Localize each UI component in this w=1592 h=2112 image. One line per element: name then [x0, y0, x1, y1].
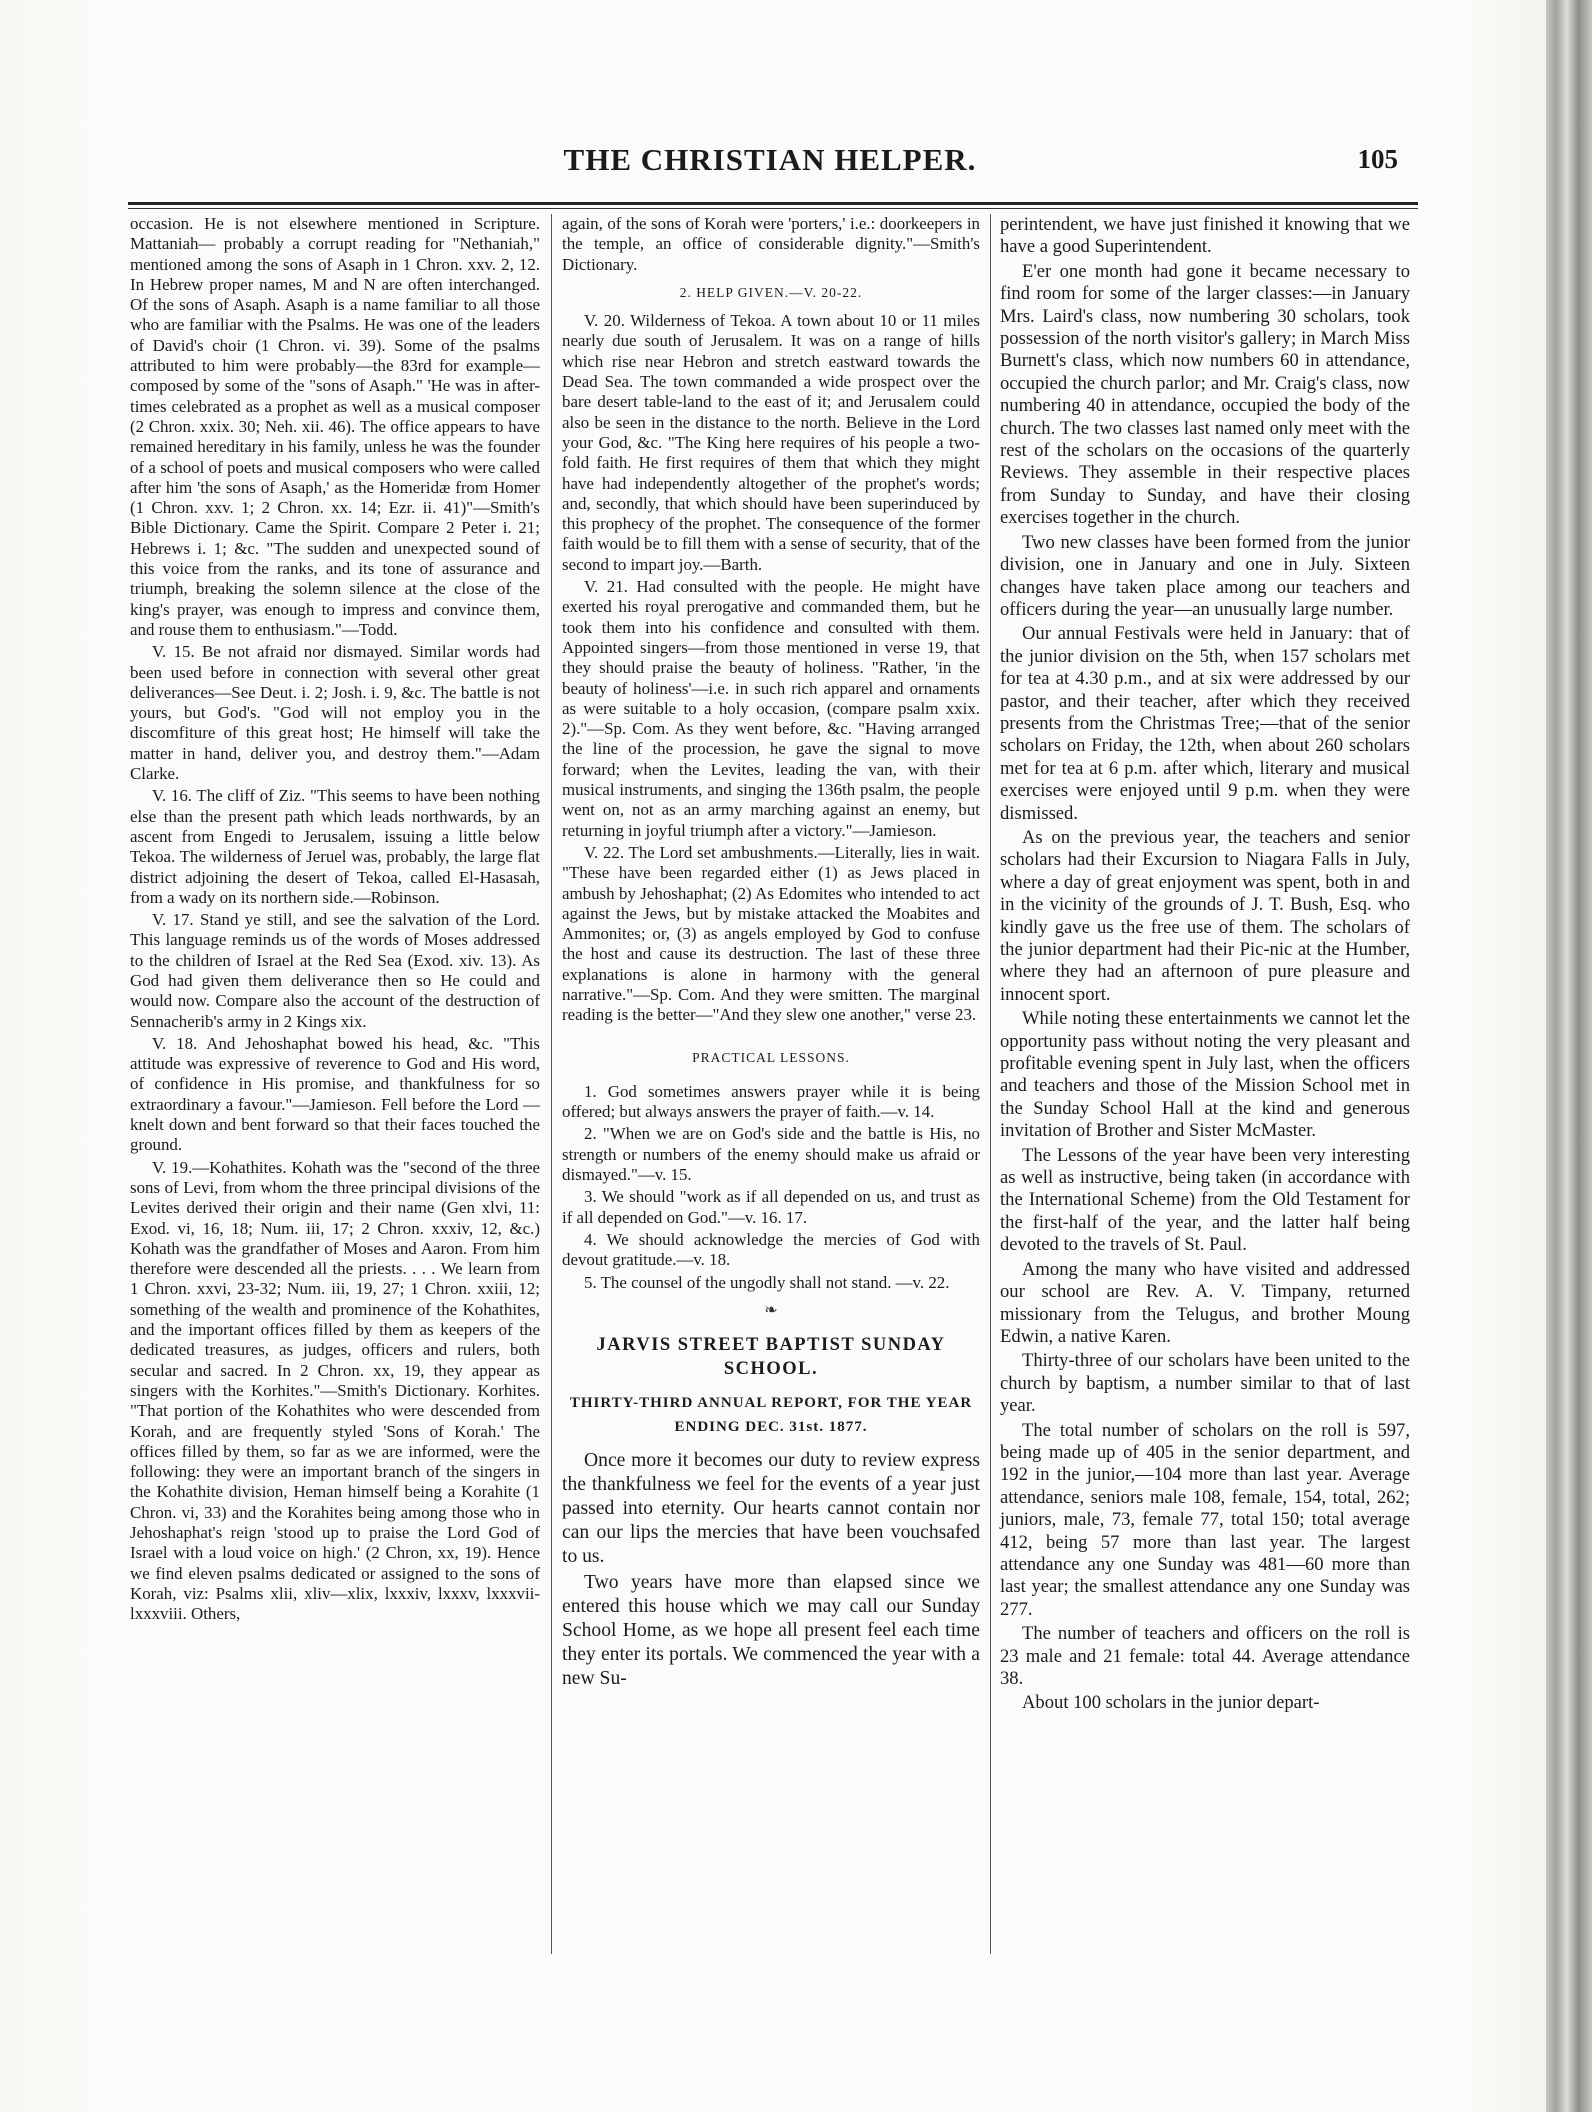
paragraph: V. 15. Be not afraid nor dismayed. Similar words had been used before in connection with several other great deliverances—See Deut. i. 2; Josh. i. 9, &c. The battle is not yours, but God's. "God will not employ you in the discomfiture of this great host; He himself will take the matter in hand, deliver you, and destroy them."—Adam Clarke.: [130, 642, 540, 784]
section-heading-help-given: 2. HELP GIVEN.—V. 20-22.: [679, 284, 863, 300]
header-rule-thin: [128, 208, 1418, 209]
book-binding-edge: [1546, 0, 1592, 2112]
paragraph: Two new classes have been formed from the junior division, one in January and one in July. Sixteen changes have taken place among our teachers and officers during the year—an unusually large number.: [1000, 531, 1410, 620]
column-right: [1000, 214, 1410, 1717]
paragraph: Our annual Festivals were held in January: that of the junior division on the 5th, when 157 scholars met for tea at 4.30 p.m., and at six were addressed by our pastor, and their teacher, after which they received presents from the Christmas Tree;—that of the senior scholars on Friday, the 12th, when about 260 scholars met for tea at 6 p.m. after which, literary and musical exercises were enjoyed until 9 p.m. when they were dismissed.: [1000, 623, 1410, 824]
lesson-item: 5. The counsel of the ungodly shall not stand. —v. 22.: [584, 1272, 950, 1292]
column-left: [130, 214, 540, 1626]
paragraph: About 100 scholars in the junior depart-: [1022, 1692, 1320, 1714]
paragraph: Once more it becomes our duty to review express the thankfulness we feel for the events of a year just passed into eternity. Our hearts cannot contain nor can our lips the mercies that have been vouchsafed to us.: [562, 1450, 980, 1568]
section-heading-practical-lessons: PRACTICAL LESSONS.: [692, 1049, 850, 1065]
lesson-item: 1. God sometimes answers prayer while it is being offered; but always answers the prayer of faith.—v. 14.: [562, 1081, 980, 1122]
paragraph: V. 18. And Jehoshaphat bowed his head, &c. "This attitude was expressive of reverence to God and His word, of confidence in His promise, and thankfulness for so extraordinary a favour."—Jamieson. Fell before the Lord —knelt down and bent forward so that their faces touched the ground.: [130, 1033, 540, 1155]
lesson-item: 3. We should "work as if all depended on us, and trust as if all depended on God."—v. 16. 17.: [562, 1187, 980, 1227]
page-number: 105: [1357, 144, 1398, 174]
article-subtitle: THIRTY-THIRD ANNUAL REPORT, FOR THE YEAR ENDING DEC. 31st. 1877.: [569, 1395, 973, 1436]
paragraph: V. 16. The cliff of Ziz. "This seems to have been nothing else than the present path which leads northwards, by an ascent from Engedi to Jerusalem, issuing a little below Tekoa. The wilderness of Jeruel was, probably, the large flat district adjoining the desert of Tekoa, called El-Hasasah, from a wady on its northern side.—Robinson.: [130, 786, 540, 907]
page-header: [130, 130, 1410, 190]
column-divider: [990, 214, 991, 1954]
paragraph: Two years have more than elapsed since we entered this house which we may call our Sunday School Home, as we hope all present feel each time they enter its portals. We commenced the year with a new Su-: [562, 1572, 980, 1690]
column-divider: [551, 214, 552, 1954]
paragraph: V. 20. Wilderness of Tekoa. A town about 10 or 11 miles nearly due south of Jerusalem. It was on a range of hills which rise near Hebron and stretch eastward towards the Dead Sea. The town commanded a wide prospect over the bare desert table-land to the east of it; and Jerusalem could also be seen in the distance to the north. Believe in the Lord your God, &c. "The King here requires of his people a two-fold faith. He first requires of them that which they might have had independently altogether of the prophet's words; and, secondly, that which should have been superinduced by this prophecy of the prophet. The consequence of the former faith would be to fill them with a sense of security, that of the second to impart joy.—Barth.: [562, 311, 980, 574]
lesson-item: 4. We should acknowledge the mercies of God with devout gratitude.—v. 18.: [562, 1229, 980, 1270]
article-title: JARVIS STREET BAPTIST SUNDAY SCHOOL.: [596, 1335, 946, 1380]
paragraph: Thirty-three of our scholars have been united to the church by baptism, a number similar to that of last year.: [1000, 1350, 1410, 1417]
paragraph: Among the many who have visited and addressed our school are Rev. A. V. Timpany, returned missionary from the Telugus, and brother Moung Edwin, a native Karen.: [1000, 1258, 1410, 1347]
paragraph: E'er one month had gone it became necessary to find room for some of the larger classes:—in January Mrs. Laird's class, now numbering 30 scholars, took possession of the north visitor's gallery; in March Miss Burnett's class, which now numbers 60 in attendance, occupied the church parlor; and Mr. Craig's class, now numbering 40 in attendance, occupied the body of the church. The two classes last named only meet with the rest of the scholars on the occasions of the quarterly Reviews. They assemble in their respective places from Sunday to Sunday, and have their closing exercises together in the church.: [1000, 260, 1410, 529]
paragraph: V. 21. Had consulted with the people. He might have exerted his royal prerogative and commanded them, but he took them into his confidence and consulted with them. Appointed singers—from those mentioned in verse 19, that they should praise the beauty of holiness. "Rather, 'in the beauty of holiness'—i.e. in such rich apparel and ornaments as were suitable to a holy occasion, (compare psalm xxix. 2)."—Sp. Com. As they went before, &c. "Having arranged the line of the procession, he gave the signal to move forward; when the Levites, leading the van, with their musical instruments, and singing the 136th psalm, the people went on, not as an army marching against an enemy, but returning in joyful triumph after a victory."—Jamieson.: [562, 577, 980, 840]
paragraph: The number of teachers and officers on the roll is 23 male and 21 female: total 44. Average attendance 38.: [1000, 1623, 1410, 1689]
paragraph: The total number of scholars on the roll is 597, being made up of 405 in the senior department, and 192 in the junior,—104 more than last year. Average attendance, seniors male 108, female, 154, total, 262; juniors, male, 73, female 77, total 150; total average 412, being 57 more than last year. The largest attendance any one Sunday was 481—60 more than last year; the smallest attendance any one Sunday was 277.: [1000, 1419, 1410, 1620]
paragraph: The Lessons of the year have been very interesting as well as instructive, being taken (in accordance with the International Scheme) from the Old Testament for the first-half of the year, and the latter half being devoted to the travels of St. Paul.: [1000, 1144, 1410, 1256]
paragraph: again, of the sons of Korah were 'porters,' i.e.: doorkeepers in the temple, an office of considerable dignity."—Smith's Dictionary.: [562, 214, 980, 274]
column-middle: [562, 214, 980, 1693]
paragraph: V. 22. The Lord set ambushments.—Literally, lies in wait. "These have been regarded either (1) as Jews placed in ambush by Jehoshaphat; (2) As Edomites who intended to act against the Jews, but by mistake attacked the Moabites and Ammonites; or, (3) as angels employed by God to confuse the host and cause its destruction. The last of these three explanations is alone in harmony with the general narrative."—Sp. Com. And they were smitten. The marginal reading is the better—"And they slew one another," verse 23.: [562, 842, 980, 1025]
ornamental-divider: ❧: [764, 1301, 778, 1319]
paragraph: perintendent, we have just finished it knowing that we have a good Superintendent.: [1000, 214, 1410, 258]
paragraph: While noting these entertainments we cannot let the opportunity pass without noting the very pleasant and profitable evening spent in July last, when the officers and teachers and those of the Mission School met in the Sunday School Hall at the kind and generous invitation of Brother and Sister McMaster.: [1000, 1008, 1410, 1142]
paragraph: As on the previous year, the teachers and senior scholars had their Excursion to Niagara Falls in July, where a day of great enjoyment was spent, both in and in the vicinity of the grounds of J. T. Bush, Esq. who kindly gave us the free use of them. The scholars of the junior department had their Pic-nic at the Humber, where they had an afternoon of pure pleasure and innocent sport.: [1000, 826, 1410, 1005]
running-title: THE CHRISTIAN HELPER.: [563, 142, 977, 177]
paragraph: V. 19.—Kohathites. Kohath was the "second of the three sons of Levi, from whom the three principal divisions of the Levites derived their origin and their name (Gen xlvi, 11: Exod. vi, 16, 18; Num. iii, 17; 2 Chron. xxxiv, 12, &c.) Kohath was the grandfather of Moses and Aaron. From him therefore were descended all the priests. . . . We learn from 1 Chron. xxvi, 23-32; Num. iii, 19, 27; 1 Chron. xxiii, 12; something of the wealth and prominence of the Kohathites, and the important offices filled by them as keepers of the dedicated treasures, as judges, officers and rulers, both secular and sacred. In 2 Chron. xx, 19, they appear as singers with the Korhites."—Smith's Dictionary. Korhites. "That portion of the Kohathites who were descended from Korah, and are frequently styled 'Sons of Korah.' The offices filled by them, so far as we are informed, were the following: they were an important branch of the singers in the Kohathite division, Heman himself being a Korahite (1 Chron. vi, 33) and the Korahites being among those who in Jehoshaphat's reign 'stood up to praise the Lord God of Israel with a loud voice on high.' (2 Chron, xx, 19). Hence we find eleven psalms dedicated or assigned to the sons of Korah, viz: Psalms xlii, xliv—xlix, lxxxiv, lxxxv, lxxxvii-lxxxviii. Others,: [130, 1157, 540, 1624]
lesson-item: 2. "When we are on God's side and the battle is His, no strength or numbers of the enemy should make us afraid or dismayed."—v. 15.: [562, 1124, 980, 1185]
header-rule: [128, 202, 1418, 205]
paragraph: V. 17. Stand ye still, and see the salvation of the Lord. This language reminds us of the words of Moses addressed to the children of Israel at the Red Sea (Exod. xiv. 13). As God had given them deliverance then so He could and would now. Compare also the account of the destruction of Sennacherib's army in 2 Kings xix.: [130, 910, 540, 1031]
paragraph: occasion. He is not elsewhere mentioned in Scripture. Mattaniah— probably a corrupt reading for "Nethaniah," mentioned among the sons of Asaph in 1 Chron. xxv. 2, 12. In Hebrew proper names, M and N are often interchanged. Of the sons of Asaph. Asaph is a name familiar to all those who are familiar with the Psalms. He was one of the leaders of David's choir (1 Chron. vi. 39). Some of the psalms attributed to him were probably—the 83rd for example—composed by some of the "sons of Asaph." 'He was in after-times celebrated as a prophet as well as a musical composer (2 Chron. xxix. 30; Neh. xii. 46). The office appears to have remained hereditary in his family, unless he was the founder of a school of poets and musical composers who were called after him 'the sons of Asaph,' as the Homeridæ from Homer (1 Chron. xxv. 1; 2 Chron. xx. 14; Ezr. ii. 41)"—Smith's Bible Dictionary. Came the Spirit. Compare 2 Peter i. 21; Hebrews i. 1; &c. "The sudden and unexpected sound of this voice from the ranks, and its tone of assurance and triumph, breaking the solemn silence at the close of the king's prayer, was enough to impress and convince them, and rouse them to enthusiasm."—Todd.: [130, 214, 540, 639]
